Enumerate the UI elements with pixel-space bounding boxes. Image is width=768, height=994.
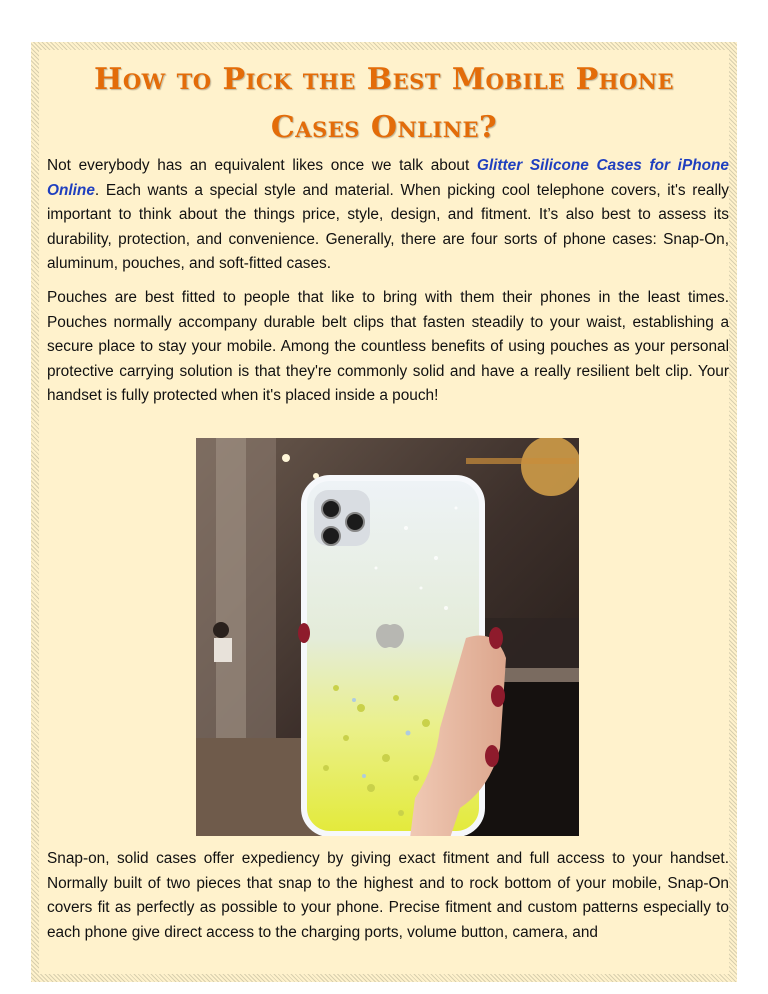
glitter-cases-link[interactable]: Glitter Silicone Cases for iPhone Online <box>47 157 729 199</box>
article-title <box>39 56 729 152</box>
phone-case-photo <box>196 438 579 836</box>
paragraph-pouches: Pouches are best fitted to people that like to bring with them their phones in the least times. Pouches normally accompany durable belt clips that fasten steadily to your waist, establishing a secure place to stay your mobile. Among the countless benefits of using pouches as your personal protective carrying solution is that they're commonly solid and have a really resilient belt clip. Your handset is fully protected when it's placed inside a pouch! <box>47 289 729 405</box>
document-page <box>31 42 737 982</box>
paragraph-intro-text-end: . Each wants a special style and material. When picking cool telephone covers, it's really important to think about the things price, style, design, and fitment. It’s also best to assess its durability, protection, and convenience. Generally, there are four sorts of phone cases: Snap-On, aluminum, pouches, and soft-fitted cases. <box>47 181 729 273</box>
article-title-line2: Cases Online? <box>270 110 498 145</box>
paragraph-intro-text-start: Not everybody has an equivalent likes once we talk about <box>47 157 477 174</box>
paragraph-intro <box>47 154 729 277</box>
paragraph-snap-on: Snap-on, solid cases offer expediency by giving exact fitment and full access to your handset. Normally built of two pieces that snap to the highest and to rock bottom of your mobile, Snap-On covers fit as perfectly as possible to your phone. Precise fitment and custom patterns especially to each phone give direct access to the charging ports, volume button, camera, and <box>47 850 729 941</box>
article-title-line1: How to Pick the Best Mobile Phone <box>93 62 675 97</box>
